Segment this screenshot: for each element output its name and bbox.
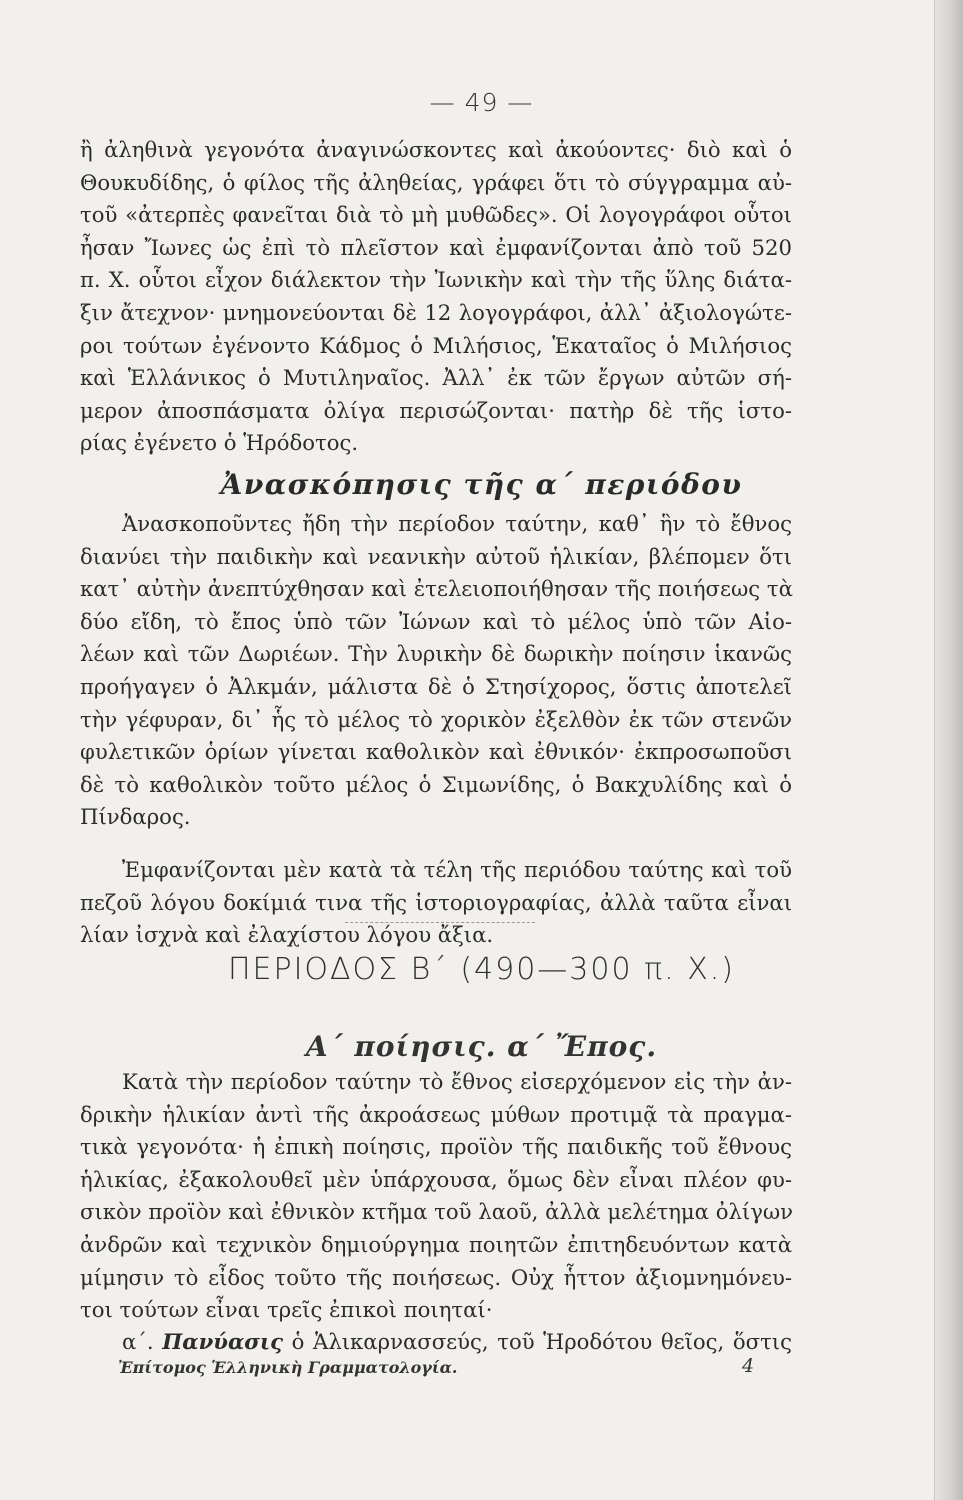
subsection-heading-poetry: Α΄ ποίησις. α΄ Ἔπος.: [305, 1030, 658, 1063]
text-line: λίαν ἰσχνὰ καὶ ἐλαχίστου λόγου ἄξια.: [80, 922, 494, 948]
text-line: προήγαγεν ὁ Ἀλκμάν, μάλιστα δὲ ὁ Στησίχορος, ὅστις ἀποτελεῖ: [80, 673, 792, 699]
section-heading-review: Ἀνασκόπησις τῆς α΄ περιόδου: [220, 468, 743, 501]
paragraph-review: [80, 508, 792, 834]
poet-description: ὁ Ἁλικαρνασσεύς, τοῦ Ἡροδότου θεῖος, ὅστις: [291, 1329, 792, 1354]
text-line: ἀνδρῶν καὶ τεχνικὸν δημιούργημα ποιητῶν ἐπιτηδευόντων κατὰ: [80, 1231, 792, 1257]
text-line: Πίνδαρος.: [80, 804, 191, 830]
text-line: καὶ Ἑλλάνικος ὁ Μυτιληναῖος. Ἀλλ᾽ ἐκ τῶν ἔργων αὐτῶν σή-: [80, 365, 792, 391]
text-line: ρίας ἐγένετο ὁ Ἡρόδοτος.: [80, 430, 359, 456]
poet-name: Πανύασις: [162, 1329, 284, 1354]
text-line: σικὸν προϊὸν καὶ ἐθνικὸν κτῆμα τοῦ λαοῦ, ἀλλὰ μελέτημα ὀλίγων: [80, 1199, 794, 1225]
text-line: κατ᾽ αὐτὴν ἀνεπτύχθησαν καὶ ἐτελειοποιήθησαν τῆς ποιήσεως τὰ: [80, 576, 793, 602]
text-line: τὴν γέφυραν, δι᾽ ἧς τὸ μέλος τὸ χορικὸν ἐξελθὸν ἐκ τῶν στενῶν: [80, 706, 792, 732]
list-marker: α΄.: [122, 1329, 154, 1354]
text-line: μίμησιν τὸ εἶδος τοῦτο τῆς ποιήσεως. Οὐχ ἧττον ἀξιομνημόνευ-: [80, 1264, 792, 1290]
text-line: μερον ἀποσπάσματα ὀλίγα περισώζονται· πατὴρ δὲ τῆς ἱστο-: [80, 397, 792, 423]
paragraph-panyasis: [80, 1326, 792, 1359]
text-line: ξιν ἄτεχνον· μνημονεύονται δὲ 12 λογογράφοι, ἀλλ᾽ ἀξιολογώτε-: [80, 299, 792, 325]
text-line: δύο εἴδη, τὸ ἔπος ὑπὸ τῶν Ἰώνων καὶ τὸ μέλος ὑπὸ τῶν Αἰο-: [80, 608, 792, 634]
text-line: τοῦ «ἀτερπὲς φανεῖται διὰ τὸ μὴ μυθῶδες». Οἱ λογογράφοι οὗτοι: [80, 202, 792, 228]
text-line: Ἐμφανίζονται μὲν κατὰ τὰ τέλη τῆς περιόδου ταύτης καὶ τοῦ: [122, 857, 792, 882]
text-line: Ἀνασκοποῦντες ἤδη τὴν περίοδον ταύτην, καθ᾽ ἣν τὸ ἔθνος: [122, 511, 792, 536]
separator-rule: [345, 922, 535, 923]
text-line: Κατὰ τὴν περίοδον ταύτην τὸ ἔθνος εἰσερχόμενον εἰς τὴν ἀν-: [122, 1069, 792, 1094]
footer-signature: 4: [742, 1355, 755, 1377]
text-line: [80, 1326, 792, 1359]
text-line: τοι τούτων εἶναι τρεῖς ἐπικοὶ ποιηταί·: [80, 1297, 493, 1323]
footer-book-title: Ἐπίτομος Ἑλληνικὴ Γραμματολογία.: [118, 1358, 458, 1377]
text-line: φυλετικῶν ὁρίων γίνεται καθολικὸν καὶ ἐθνικόν· ἐκπροσωποῦσι: [80, 739, 792, 765]
paragraph-logographers: [80, 134, 792, 460]
text-line: Θουκυδίδης, ὁ φίλος τῆς ἀληθείας, γράφει ὅτι τὸ σύγγραμμα αὐ-: [80, 169, 792, 195]
text-line: πεζοῦ λόγου δοκίμιά τινα τῆς ἱστοριογραφίας, ἀλλὰ ταῦτα εἶναι: [80, 889, 792, 915]
paragraph-prose: [80, 854, 792, 952]
text-line: ἦσαν Ἴωνες ὡς ἐπὶ τὸ πλεῖστον καὶ ἐμφανίζονται ἀπὸ τοῦ 520: [80, 234, 792, 260]
text-line: π. Χ. οὗτοι εἶχον διάλεκτον τὴν Ἰωνικὴν καὶ τὴν τῆς ὕλης διάτα-: [80, 267, 792, 293]
page-number: — 49 —: [429, 88, 534, 117]
text-line: ἡλικίας, ἐξακολουθεῖ μὲν ὑπάρχουσα, ὅμως δὲν εἶναι πλέον φυ-: [80, 1166, 792, 1192]
text-line: λέων καὶ τῶν Δωριέων. Τὴν λυρικὴν δὲ δωρικὴν ποίησιν ἱκανῶς: [80, 641, 792, 667]
period-heading: ΠΕΡΙΟΔΟΣ Β΄ (490—300 π. Χ.): [227, 952, 736, 987]
paragraph-epic: [80, 1066, 792, 1327]
text-line: διανύει τὴν παιδικὴν καὶ νεανικὴν αὐτοῦ ἡλικίαν, βλέπομεν ὅτι: [80, 543, 792, 569]
text-line: ἢ ἀληθινὰ γεγονότα ἀναγινώσκοντες καὶ ἀκούοντες· διὸ καὶ ὁ: [80, 137, 792, 162]
text-line: δρικὴν ἡλικίαν ἀντὶ τῆς ἀκροάσεως μύθων προτιμᾷ τὰ πραγμα-: [80, 1101, 792, 1127]
page-edge: [934, 0, 963, 1500]
text-line: ροι τούτων ἐγένοντο Κάδμος ὁ Μιλήσιος, Ἑκαταῖος ὁ Μιλήσιος: [80, 332, 792, 358]
text-line: τικὰ γεγονότα· ἡ ἐπικὴ ποίησις, προϊὸν τῆς παιδικῆς τοῦ ἔθνους: [80, 1134, 792, 1160]
text-line: δὲ τὸ καθολικὸν τοῦτο μέλος ὁ Σιμωνίδης, ὁ Βακχυλίδης καὶ ὁ: [80, 771, 792, 797]
